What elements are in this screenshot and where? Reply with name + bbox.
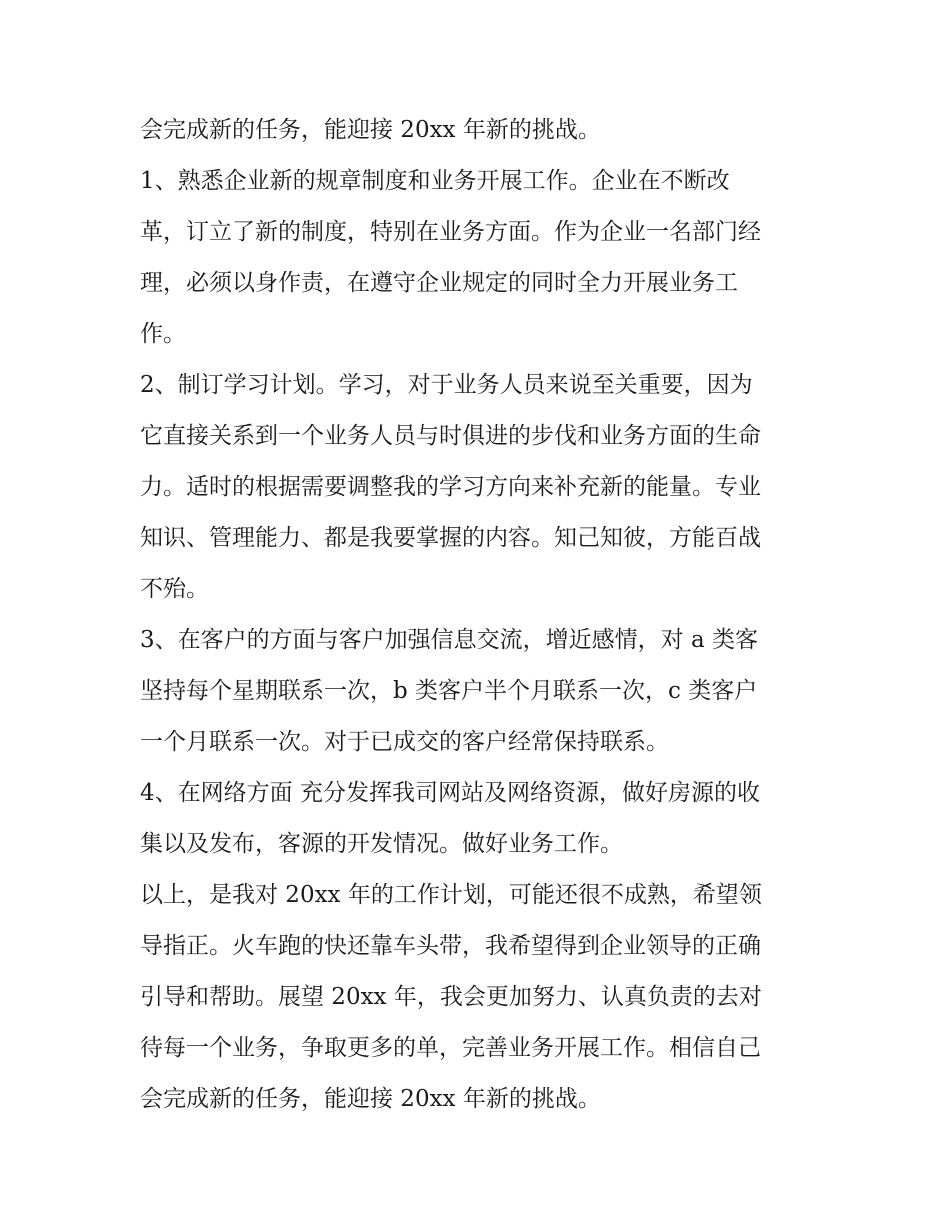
text-line: 力。适时的根据需要调整我的学习方向来补充新的能量。专业 (140, 474, 761, 500)
text-line: 会完成新的任务，能迎接 20xx 年新的挑战。 (140, 1086, 601, 1112)
text-line: 不殆。 (140, 576, 209, 602)
text-line: 革，订立了新的制度，特别在业务方面。作为企业一名部门经 (140, 219, 761, 245)
text-line: 一个月联系一次。对于已成交的客户经常保持联系。 (140, 729, 669, 755)
text-line: 坚持每个星期联系一次，b 类客户半个月联系一次，c 类客户 (140, 678, 758, 704)
text-line: 作。 (140, 321, 186, 347)
text-line: 理，必须以身作责，在遵守企业规定的同时全力开展业务工 (140, 270, 738, 296)
text-line: 以上，是我对 20xx 年的工作计划，可能还很不成熟，希望领 (140, 882, 762, 908)
text-line: 3、在客户的方面与客户加强信息交流，增近感情，对 a 类客 (140, 627, 758, 653)
text-line: 待每一个业务，争取更多的单，完善业务开展工作。相信自己 (140, 1035, 761, 1061)
text-line: 会完成新的任务，能迎接 20xx 年新的挑战。 (140, 117, 601, 143)
text-line: 1、熟悉企业新的规章制度和业务开展工作。企业在不断改 (140, 168, 730, 194)
text-line: 集以及发布，客源的开发情况。做好业务工作。 (140, 831, 623, 857)
text-line: 4、在网络方面 充分发挥我司网站及网络资源，做好房源的收 (140, 780, 760, 806)
text-line: 导指正。火车跑的快还靠车头带，我希望得到企业领导的正确 (140, 933, 761, 959)
text-line: 2、制订学习计划。学习，对于业务人员来说至关重要，因为 (140, 372, 753, 398)
text-line: 它直接关系到一个业务人员与时俱进的步伐和业务方面的生命 (140, 423, 761, 449)
text-line: 引导和帮助。展望 20xx 年，我会更加努力、认真负责的去对 (140, 984, 762, 1010)
text-line: 知识、管理能力、都是我要掌握的内容。知己知彼，方能百战 (140, 525, 761, 551)
